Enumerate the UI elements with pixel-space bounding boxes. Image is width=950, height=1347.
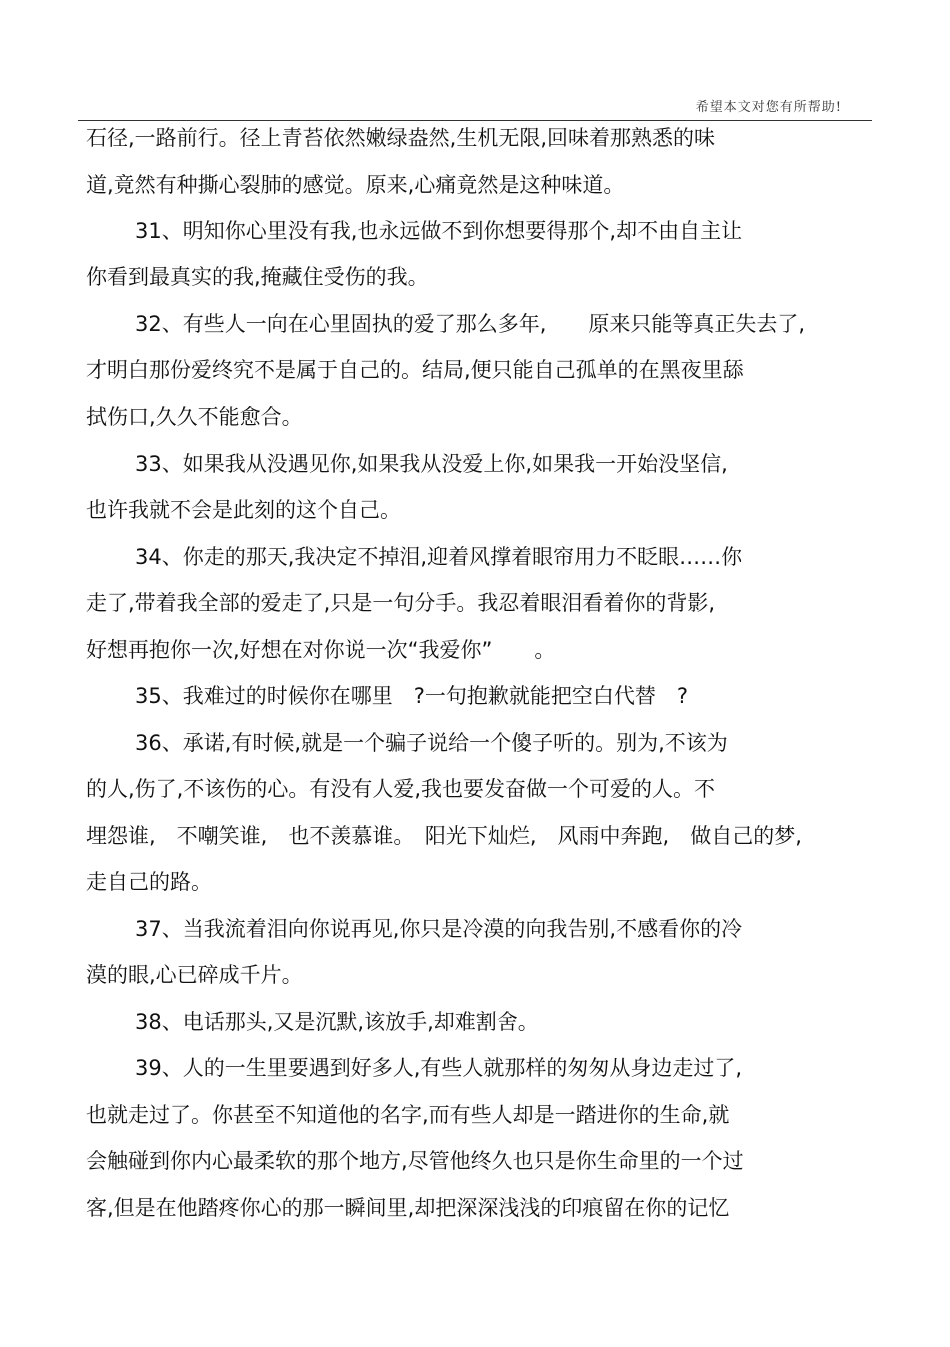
text-line: 的人,伤了,不该伤的心。有没有人爱,我也要发奋做一个可爱的人。不 xyxy=(86,777,716,801)
paragraph-36: 36、承诺,有时候,就是一个骗子说给一个傻子听的。别为,不该为 xyxy=(135,731,728,755)
text-line: 才明白那份爱终究不是属于自己的。结局,便只能自己孤单的在黑夜里舔 xyxy=(86,358,744,382)
text-line: 你看到最真实的我,掩藏住受伤的我。 xyxy=(86,265,429,289)
text-line: 会触碰到你内心最柔软的那个地方,尽管他终久也只是你生命里的一个过 xyxy=(86,1149,744,1173)
text-line: 道,竟然有种撕心裂肺的感觉。原来,心痛竟然是这种味道。 xyxy=(86,173,625,197)
text-line: 走了,带着我全部的爱走了,只是一句分手。我忍着眼泪看着你的背影, xyxy=(86,591,716,615)
paragraph-34: 34、你走的那天,我决定不掉泪,迎着风撑着眼帘用力不眨眼……你 xyxy=(135,545,743,569)
text-line: 拭伤口,久久不能愈合。 xyxy=(86,405,303,429)
text-line: 好想再抱你一次,好想在对你说一次“我爱你” 。 xyxy=(86,638,556,662)
text-line: 也就走过了。你甚至不知道他的名字,而有些人却是一踏进你的生命,就 xyxy=(86,1103,730,1127)
page-header-note: 希望本文对您有所帮助! xyxy=(695,100,842,115)
paragraph-31: 31、明知你心里没有我,也永远做不到你想要得那个,却不由自主让 xyxy=(135,219,743,243)
text-line: 石径,一路前行。径上青苔依然嫩绿盎然,生机无限,回味着那熟悉的味 xyxy=(86,126,716,150)
paragraph-37: 37、当我流着泪向你说再见,你只是冷漠的向我告别,不感看你的冷 xyxy=(135,917,743,941)
text-line: 客,但是在他踏疼你心的那一瞬间里,却把深深浅浅的印痕留在你的记忆 xyxy=(86,1196,730,1220)
text-line: 漠的眼,心已碎成千片。 xyxy=(86,963,303,987)
paragraph-35: 35、我难过的时候你在哪里 ?一句抱歉就能把空白代替 ? xyxy=(135,684,689,708)
paragraph-39: 39、人的一生里要遇到好多人,有些人就那样的匆匆从身边走过了, xyxy=(135,1056,743,1080)
paragraph-38: 38、电话那头,又是沉默,该放手,却难割舍。 xyxy=(135,1010,539,1034)
header-rule xyxy=(78,120,872,121)
text-line: 走自己的路。 xyxy=(86,870,212,894)
text-line: 埋怨谁, 不嘲笑谁, 也不羡慕谁。 阳光下灿烂, 风雨中奔跑, 做自己的梦, xyxy=(86,824,802,848)
paragraph-32: 32、有些人一向在心里固执的爱了那么多年, 原来只能等真正失去了, xyxy=(135,312,806,336)
paragraph-33: 33、如果我从没遇见你,如果我从没爱上你,如果我一开始没坚信, xyxy=(135,452,728,476)
text-line: 也许我就不会是此刻的这个自己。 xyxy=(86,498,401,522)
